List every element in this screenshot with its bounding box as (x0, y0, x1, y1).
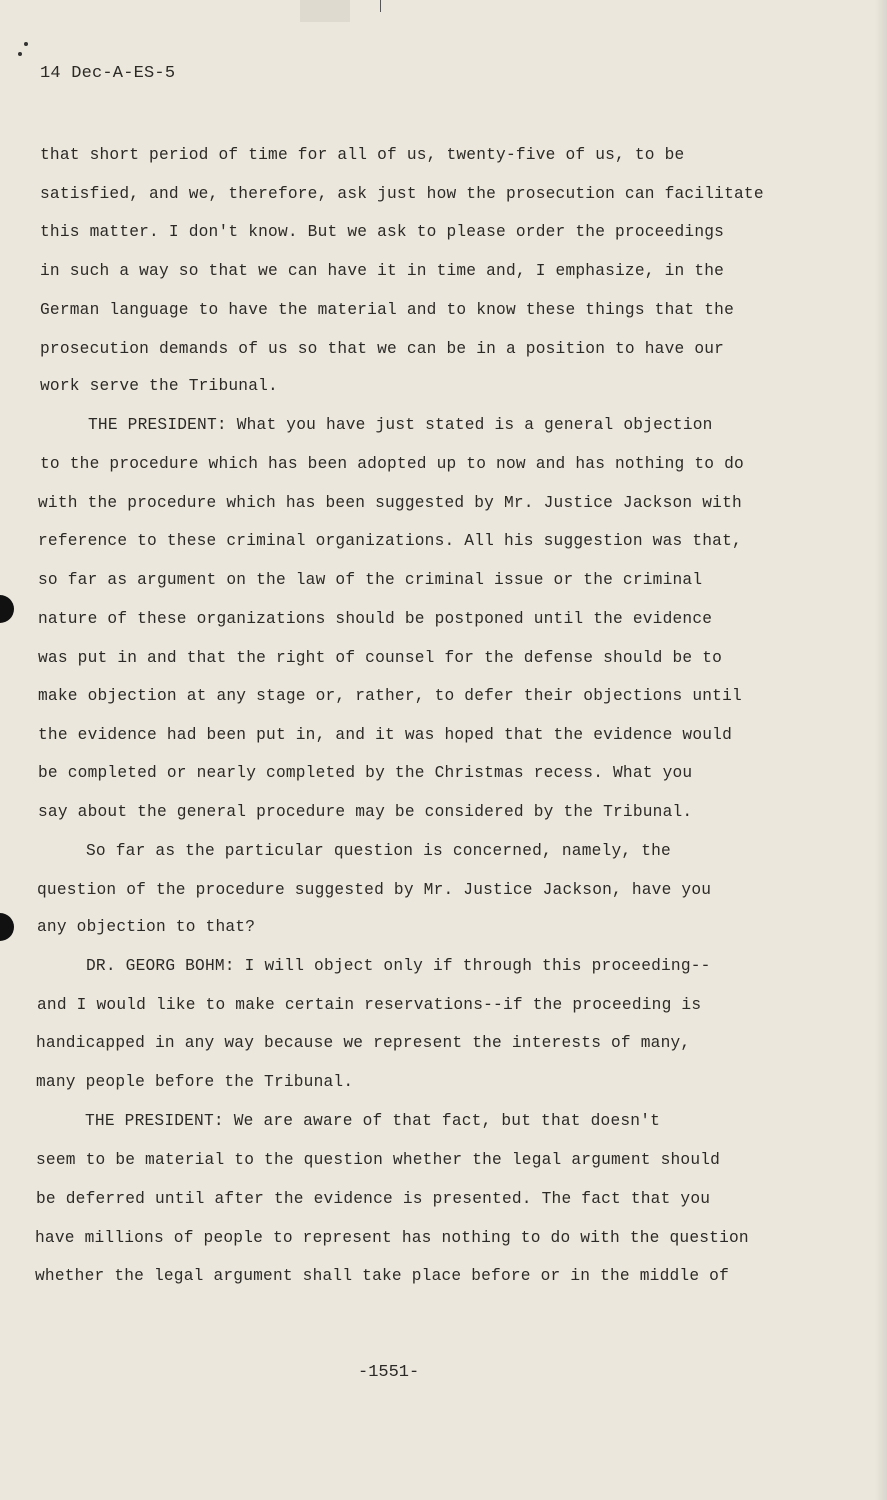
body-line: in such a way so that we can have it in time and, I emphasize, in the (40, 262, 725, 280)
punch-hole-icon (0, 595, 14, 623)
speaker-line: THE PRESIDENT: What you have just stated is a general objection (88, 416, 713, 434)
punch-hole-icon (0, 913, 14, 941)
body-line: seem to be material to the question whether the legal argument should (36, 1151, 721, 1169)
body-line: nature of these organizations should be postponed until the evidence (38, 610, 713, 628)
body-line: question of the procedure suggested by Mr. Justice Jackson, have you (37, 881, 712, 899)
body-line: be completed or nearly completed by the Christmas recess. What you (38, 764, 693, 782)
body-line: with the procedure which has been suggested by Mr. Justice Jackson with (38, 494, 742, 512)
paper-mark (380, 0, 381, 12)
body-line: reference to these criminal organizations. All his suggestion was that, (38, 532, 742, 550)
page-number: -1551- (358, 1363, 420, 1382)
body-line: and I would like to make certain reservations--if the proceeding is (37, 996, 702, 1014)
speaker-line: THE PRESIDENT: We are aware of that fact, but that doesn't (85, 1112, 661, 1130)
body-line: have millions of people to represent has nothing to do with the question (35, 1229, 749, 1247)
body-line: make objection at any stage or, rather, to defer their objections until (38, 687, 742, 705)
body-line: many people before the Tribunal. (36, 1073, 354, 1091)
body-line: so far as argument on the law of the criminal issue or the criminal (38, 571, 703, 589)
body-line: prosecution demands of us so that we can be in a position to have our (40, 340, 725, 358)
body-line: say about the general procedure may be considered by the Tribunal. (38, 803, 693, 821)
body-line: handicapped in any way because we represent the interests of many, (36, 1034, 691, 1052)
body-line: be deferred until after the evidence is presented. The fact that you (36, 1190, 711, 1208)
paper-stain (300, 0, 350, 22)
document-reference: 14 Dec-A-ES-5 (40, 64, 176, 83)
body-line: that short period of time for all of us, twenty-five of us, to be (40, 146, 685, 164)
body-line: whether the legal argument shall take place before or in the middle of (35, 1267, 729, 1285)
body-line: the evidence had been put in, and it was hoped that the evidence would (38, 726, 732, 744)
body-line: to the procedure which has been adopted up to now and has nothing to do (40, 455, 744, 473)
body-line: German language to have the material and to know these things that the (40, 301, 734, 319)
body-line: was put in and that the right of counsel for the defense should be to (38, 649, 723, 667)
body-line: So far as the particular question is concerned, namely, the (86, 842, 671, 860)
staple-mark-icon (18, 40, 38, 60)
body-line: satisfied, and we, therefore, ask just how the prosecution can facilitate (40, 185, 764, 203)
page-edge-shadow (875, 0, 887, 1500)
body-line: any objection to that? (37, 918, 256, 936)
body-line: this matter. I don't know. But we ask to please order the proceedings (40, 223, 725, 241)
body-line: work serve the Tribunal. (40, 377, 278, 395)
speaker-line: DR. GEORG BOHM: I will object only if through this proceeding-- (86, 957, 711, 975)
